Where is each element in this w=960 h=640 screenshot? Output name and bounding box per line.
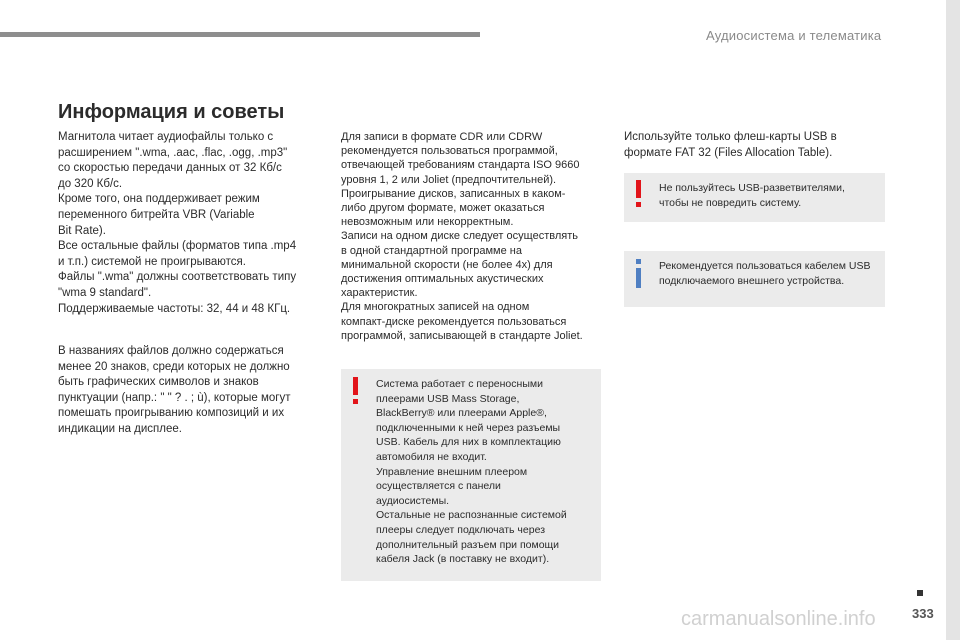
header-rule [0, 32, 480, 37]
page-number: 333 [912, 606, 934, 621]
usb-cable-info-text: Рекомендуется пользоваться кабелем USB подключаемого внешнего устройства. [659, 260, 871, 287]
usb-hub-warning-box [624, 173, 885, 222]
usb-fat32-paragraph: Используйте только флеш-карты USB в формате FAT 32 (Files Allocation Table). [624, 131, 837, 159]
usb-players-warning-text: Система работает с переносными плеерами USB Mass Storage, BlackBerry® или плеерами Apple®, подключенными к ней через разъемы USB. Кабель для них в комплектацию автомобиля не входит. Управление внешним плеером осуществляется с панели аудиосистемы. Остальные не распознанные системой плееры следует подключать через дополнительный разъем при помощи кабеля Jack (в поставку не входит). [376, 378, 567, 566]
file-names-paragraph: В названиях файлов должно содержаться менее 20 знаков, среди которых не должно быть графических символов и знаков пунктуации (напр.: " " ? . ; ù), которые могут помешать проигрыванию композиций и их индикации на дисплее. [58, 345, 291, 435]
usb-players-warning-box [341, 369, 601, 581]
audio-formats-paragraph: Магнитола читает аудиофайлы только с расширением ".wma, .aac, .flac, .ogg, .mp3" со скоростью передачи данных от 32 Кб/с до 320 Кб/с. Кроме того, она поддерживает режим переменного битрейта VBR (Variable Bit Rate). Все остальные файлы (форматов типа .mp4 и т.п.) системой не проигрываются. Файлы ".wma" должны соответствовать типу "wma 9 standard". Поддерживаемые частоты: 32, 44 и 48 КГц. [58, 131, 297, 315]
watermark: carmanualsonline.info [681, 608, 876, 630]
page-title: Информация и советы [58, 101, 285, 123]
page-marker [917, 590, 923, 596]
usb-hub-warning-text: Не пользуйтесь USB-разветвителями, чтобы не повредить систему. [659, 182, 845, 209]
side-strip [946, 0, 960, 640]
cd-recording-paragraph: Для записи в формате CDR или CDRW рекомендуется пользоваться программой, отвечающей требованиям стандарта ISO 9660 уровня 1, 2 или Joliet (предпочтительней). Проигрывание дисков, записанных в каком- либо другом формате, может оказаться невозможным или некорректным. Записи на одном диске следует осуществлять в одной стандартной программе на минимальной скорости (не более 4x) для достижения оптимальных акустических характеристик. Для многократных записей на одном компакт-диске рекомендуется пользоваться программой, записывающей в стандарте Joliet. [341, 131, 583, 342]
section-title: Аудиосистема и телематика [706, 28, 882, 43]
usb-cable-info-box [624, 251, 885, 307]
